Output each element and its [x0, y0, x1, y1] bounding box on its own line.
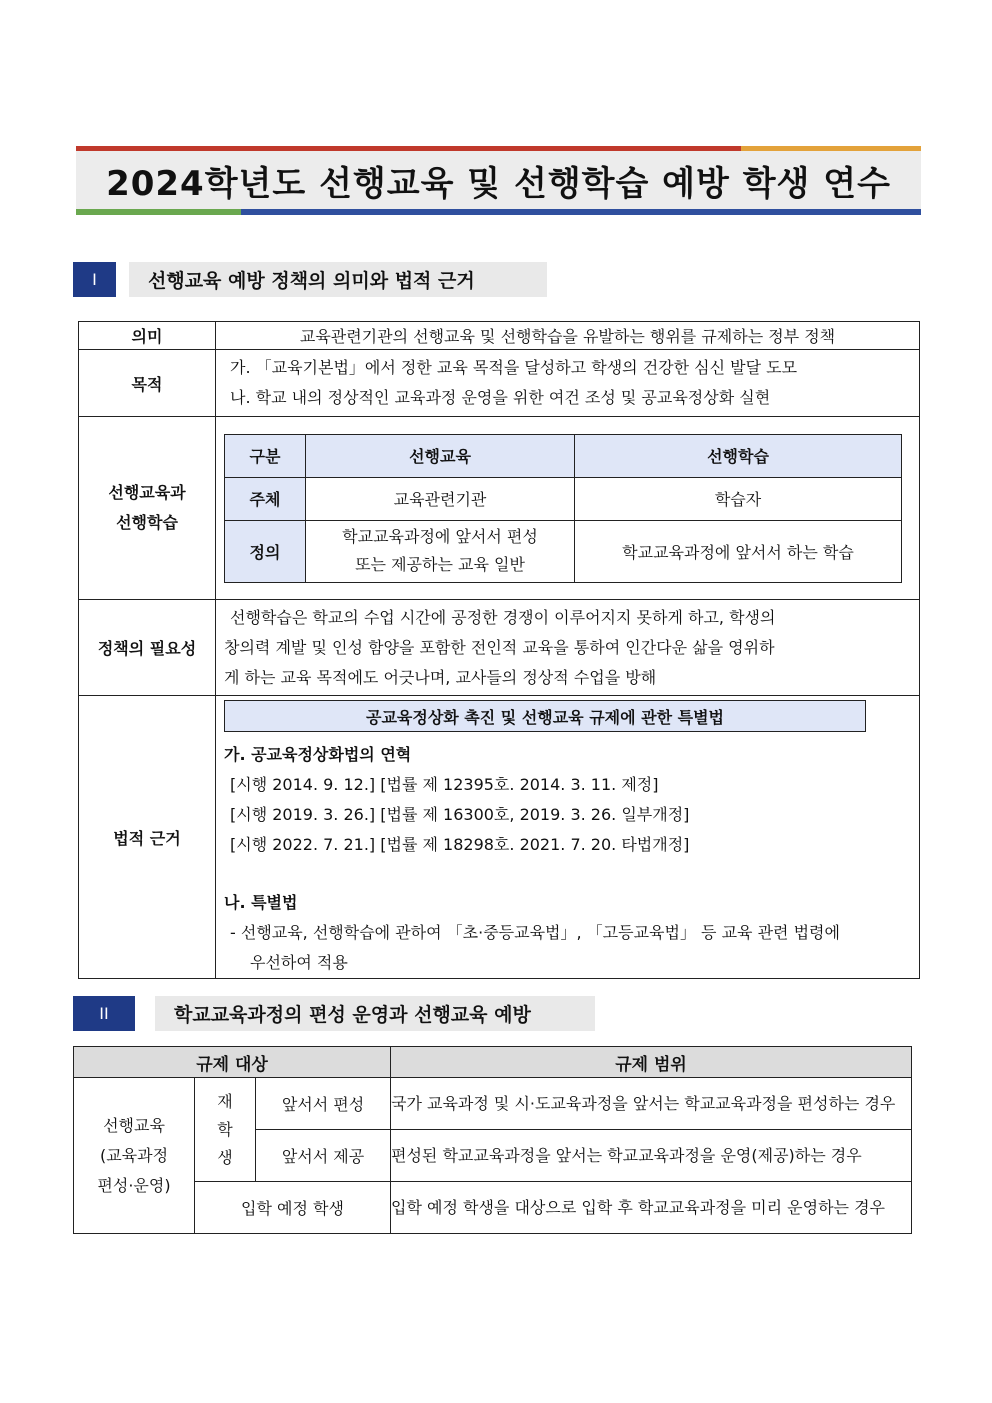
student-char-1: 재 — [217, 1091, 233, 1111]
page-title: 2024학년도 선행교육 및 선행학습 예방 학생 연수 — [106, 163, 891, 204]
law-history-3: [시행 2022. 7. 21.] [법률 제 18298호. 2021. 7. 20. 타법개정] — [230, 835, 690, 854]
type-incoming-student: 입학 예정 학생 — [195, 1182, 391, 1234]
compare-header-pre-learning: 선행학습 — [575, 434, 902, 477]
compare-definition-learning: 학교교육과정에 앞서서 하는 학습 — [575, 520, 902, 582]
law-history-1: [시행 2014. 9. 12.] [법률 제 12395호. 2014. 3. 11. 제정] — [230, 775, 659, 794]
law-history-heading: 가. 공교육정상화법의 연혁 — [224, 745, 412, 764]
enrolled-student-cell — [195, 1078, 256, 1182]
purpose-line-2: 나. 학교 내의 정상적인 교육과정 운영을 위한 여건 조성 및 공교육정상화 실현 — [230, 388, 771, 407]
compare-label — [79, 417, 216, 600]
compare-definition-label: 정의 — [225, 520, 306, 582]
regulation-target-header: 규제 대상 — [74, 1047, 391, 1078]
definition-education-line-1: 학교교육과정에 앞서서 편성 — [342, 527, 538, 546]
compare-label-line-2: 선행학습 — [116, 513, 178, 532]
student-char-2: 학 — [217, 1119, 233, 1139]
section-1-title: 선행교육 예방 정책의 의미와 법적 근거 — [129, 262, 547, 297]
necessity-line-3: 게 하는 교육 목적에도 어긋나며, 교사들의 정상적 수업을 방해 — [224, 667, 657, 687]
purpose-line-1: 가. 「교육기본법」에서 정한 교육 목적을 달성하고 학생의 건강한 심신 발달 도모 — [230, 358, 798, 377]
compare-subject-label: 주체 — [225, 477, 306, 520]
target-line-1: 선행교육 — [103, 1115, 165, 1135]
compare-header-pre-education: 선행교육 — [306, 434, 575, 477]
title-banner — [76, 151, 921, 209]
definition-education-line-2: 또는 제공하는 교육 일반 — [355, 555, 525, 574]
scope-incoming-student: 입학 예정 학생을 대상으로 입학 후 학교교육과정을 미리 운영하는 경우 — [391, 1182, 912, 1234]
necessity-line-2: 창의력 계발 및 인성 함양을 포함한 전인적 교육을 통하여 인간다운 삶을 영위하 — [224, 637, 775, 657]
compare-row — [79, 417, 920, 600]
law-row — [79, 696, 920, 979]
meaning-text: 교육관련기관의 선행교육 및 선행학습을 유발하는 행위를 규제하는 정부 정책 — [216, 322, 920, 350]
target-line-3: 편성·운영) — [97, 1175, 171, 1195]
compare-header-category: 구분 — [225, 434, 306, 477]
scope-advance-curriculum: 국가 교육과정 및 시·도교육과정을 앞서는 학교교육과정을 편성하는 경우 — [391, 1078, 912, 1130]
regulation-table — [73, 1046, 912, 1234]
regulation-scope-header: 규제 범위 — [391, 1047, 912, 1078]
compare-label-line-1: 선행교육과 — [108, 483, 186, 502]
regulation-target-cell — [74, 1078, 195, 1234]
law-label: 법적 근거 — [79, 696, 216, 979]
compare-definition-education — [306, 520, 575, 582]
title-bottom-rule — [76, 209, 921, 215]
target-line-2: (교육과정 — [99, 1145, 169, 1165]
policy-table — [78, 321, 920, 979]
special-law-line-1: - 선행교육, 선행학습에 관하여 「초·중등교육법」, 「고등교육법」 등 교육 관련 법령에 — [230, 923, 840, 942]
compare-subject-education: 교육관련기관 — [306, 477, 575, 520]
necessity-row — [79, 600, 920, 696]
purpose-label: 목적 — [79, 350, 216, 417]
scope-advance-provision: 편성된 학교교육과정을 앞서는 학교교육과정을 운영(제공)하는 경우 — [391, 1130, 912, 1182]
section-2-number: II — [73, 996, 135, 1031]
type-advance-curriculum: 앞서서 편성 — [256, 1078, 391, 1130]
compare-subject-learning: 학습자 — [575, 477, 902, 520]
necessity-label: 정책의 필요성 — [79, 600, 216, 696]
student-char-3: 생 — [217, 1147, 233, 1167]
special-law-line-2: 우선하여 적용 — [250, 953, 348, 972]
meaning-label: 의미 — [79, 322, 216, 350]
law-history-2: [시행 2019. 3. 26.] [법률 제 16300호, 2019. 3. 26. 일부개정] — [230, 805, 690, 824]
section-2-title: 학교교육과정의 편성 운영과 선행교육 예방 — [155, 996, 595, 1031]
section-1-number: I — [73, 262, 116, 297]
type-advance-provision: 앞서서 제공 — [256, 1130, 391, 1182]
special-law-heading: 나. 특별법 — [224, 893, 298, 912]
necessity-line-1: 선행학습은 학교의 수업 시간에 공정한 경쟁이 이루어지지 못하게 하고, 학생의 — [230, 607, 776, 627]
law-title-box: 공교육정상화 촉진 및 선행교육 규제에 관한 특별법 — [224, 700, 866, 732]
meaning-row — [79, 322, 920, 350]
compare-table — [224, 434, 902, 583]
purpose-row — [79, 350, 920, 417]
